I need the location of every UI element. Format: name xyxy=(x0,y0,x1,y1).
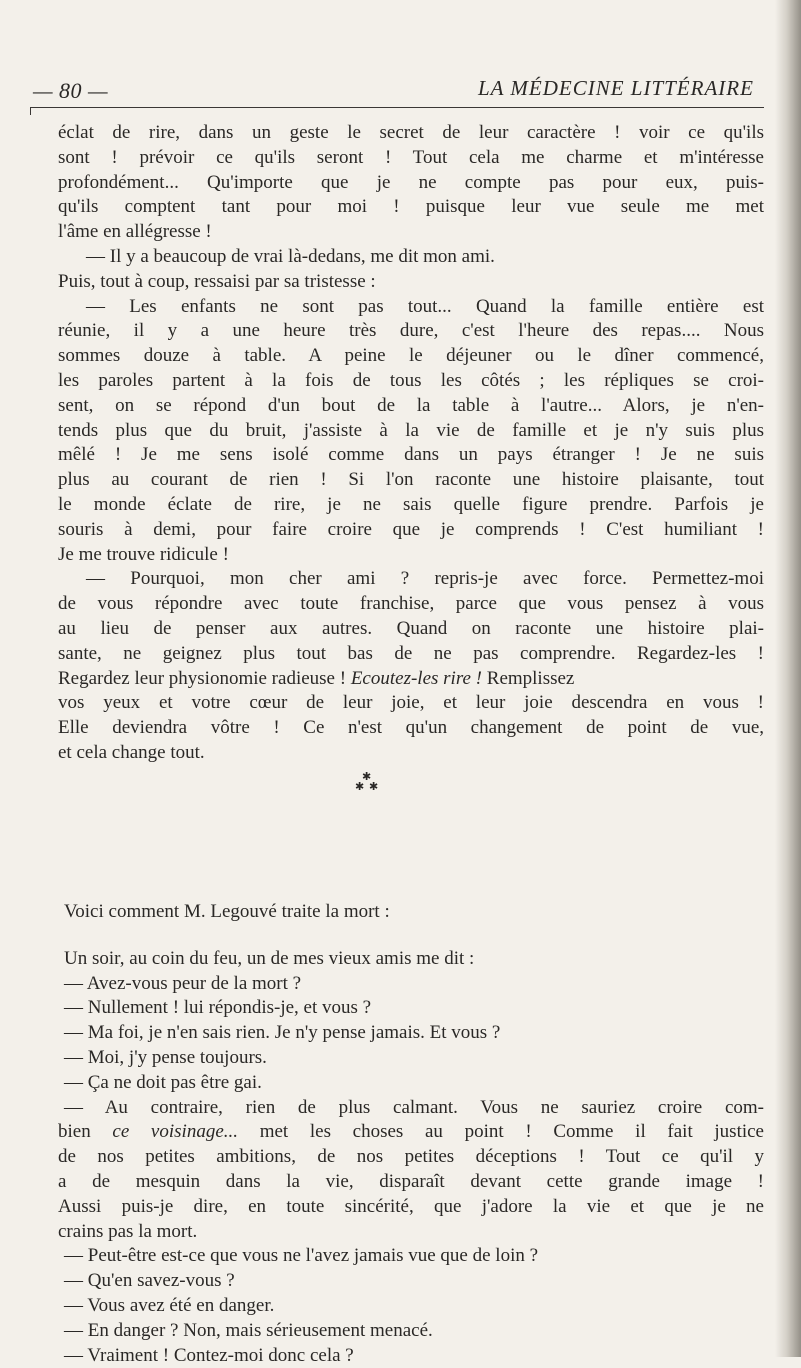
header-rule-tick xyxy=(30,107,31,115)
text-line xyxy=(58,667,764,692)
text-line: les paroles partent à la fois de tous les côtés ; les répliques se croi- xyxy=(58,369,764,391)
text-segment: Regardez leur physionomie radieuse ! xyxy=(58,667,351,689)
text-line: Je me trouve ridicule ! xyxy=(58,543,229,565)
text-line: sont ! prévoir ce qu'ils seront ! Tout cela me charme et m'intéresse xyxy=(58,146,764,168)
text-line: vos yeux et votre cœur de leur joie, et leur joie descendra en vous ! xyxy=(58,692,764,714)
text-line: sent, on se répond d'un bout de la table à l'autre... Alors, je n'en- xyxy=(58,394,764,416)
text-line: — Vraiment ! Contez-moi donc cela ? xyxy=(64,1344,354,1366)
text-line: qu'ils comptent tant pour moi ! puisque leur vue seule me met xyxy=(58,196,764,218)
text-line xyxy=(58,1120,764,1145)
text-block-2 xyxy=(58,900,764,1368)
text-line: mêlé ! Je me sens isolé comme dans un pays étranger ! Je ne suis xyxy=(58,444,764,466)
header-rule xyxy=(30,107,764,108)
running-title: LA MÉDECINE LITTÉRAIRE xyxy=(478,76,754,100)
section-ornament xyxy=(58,766,764,802)
text-line: et cela change tout. xyxy=(58,741,205,763)
text-line: l'âme en allégresse ! xyxy=(58,221,212,243)
text-line: — Ma foi, je n'en sais rien. Je n'y pense jamais. Et vous ? xyxy=(64,1022,501,1044)
text-line: éclat de rire, dans un geste le secret de leur caractère ! voir ce qu'ils xyxy=(58,122,764,143)
text-line: le monde éclate de rire, je ne sais quelle figure prendre. Parfois je xyxy=(58,493,764,515)
page-number: — 80 — xyxy=(33,78,109,103)
text-line: crains pas la mort. xyxy=(58,1220,198,1242)
ornament-star: ✱ xyxy=(362,770,372,783)
text-line: au lieu de penser aux autres. Quand on raconte une histoire plai- xyxy=(58,617,764,639)
text-segment: bien xyxy=(58,1121,113,1143)
text-line: a de mesquin dans la vie, disparaît devant cette grande image ! xyxy=(58,1170,764,1192)
text-line: Aussi puis-je dire, en toute sincérité, que j'adore la vie et que je ne xyxy=(58,1195,764,1217)
text-line: — Avez-vous peur de la mort ? xyxy=(64,972,302,994)
text-line: plus au courant de rien ! Si l'on raconte une histoire plaisante, tout xyxy=(58,469,764,491)
text-block-1 xyxy=(58,121,764,802)
text-line: sante, ne geignez plus tout bas de ne pas comprendre. Regardez-les ! xyxy=(58,642,764,664)
text-line: — Peut-être est-ce que vous ne l'avez jamais vue que de loin ? xyxy=(64,1245,539,1267)
text-line: Voici comment M. Legouvé traite la mort : xyxy=(64,901,390,922)
italic-phrase: Ecoutez-les rire ! xyxy=(350,667,483,689)
text-segment: met les choses au point ! Comme il fait justice xyxy=(238,1121,764,1143)
text-segment: Remplissez xyxy=(482,667,575,689)
ornament-star: ✱ xyxy=(355,780,365,793)
italic-phrase: ce voisinage... xyxy=(112,1121,239,1143)
text-line: — Les enfants ne sont pas tout... Quand la famille entière est xyxy=(86,295,764,317)
text-line: Elle deviendra vôtre ! Ce n'est qu'un changement de point de vue, xyxy=(58,717,764,739)
text-line: — Ça ne doit pas être gai. xyxy=(64,1071,262,1093)
text-line: — Moi, j'y pense toujours. xyxy=(64,1046,267,1068)
text-line: de nos petites ambitions, de nos petites déceptions ! Tout ce qu'il y xyxy=(58,1146,764,1168)
text-line: — Pourquoi, mon cher ami ? repris-je avec force. Permettez-moi xyxy=(86,568,764,590)
text-line: réunie, il y a une heure très dure, c'est l'heure des repas.... Nous xyxy=(58,320,764,342)
text-line: profondément... Qu'importe que je ne compte pas pour eux, puis- xyxy=(58,171,764,193)
text-line: Puis, tout à coup, ressaisi par sa tristesse : xyxy=(58,270,376,292)
text-line: Un soir, au coin du feu, un de mes vieux amis me dit : xyxy=(64,947,475,969)
ornament-star: ✱ xyxy=(369,780,379,793)
text-line: — Il y a beaucoup de vrai là-dedans, me dit mon ami. xyxy=(86,245,495,267)
text-line: tends plus que du bruit, j'assiste à la vie de famille et je n'y suis plus xyxy=(58,419,764,441)
text-line: souris à demi, pour faire croire que je comprends ! C'est humiliant ! xyxy=(58,518,764,540)
page-gutter-shadow xyxy=(775,0,801,1357)
text-line: — Qu'en savez-vous ? xyxy=(64,1270,235,1292)
text-line: — En danger ? Non, mais sérieusement menacé. xyxy=(64,1319,433,1341)
text-line: sommes douze à table. A peine le déjeuner ou le dîner commencé, xyxy=(58,345,764,367)
text-line: — Au contraire, rien de plus calmant. Vous ne sauriez croire com- xyxy=(64,1096,764,1118)
text-line: de vous répondre avec toute franchise, parce que vous pensez à vous xyxy=(58,593,764,615)
text-line: — Nullement ! lui répondis-je, et vous ? xyxy=(64,997,372,1019)
text-line: — Vous avez été en danger. xyxy=(64,1294,275,1316)
